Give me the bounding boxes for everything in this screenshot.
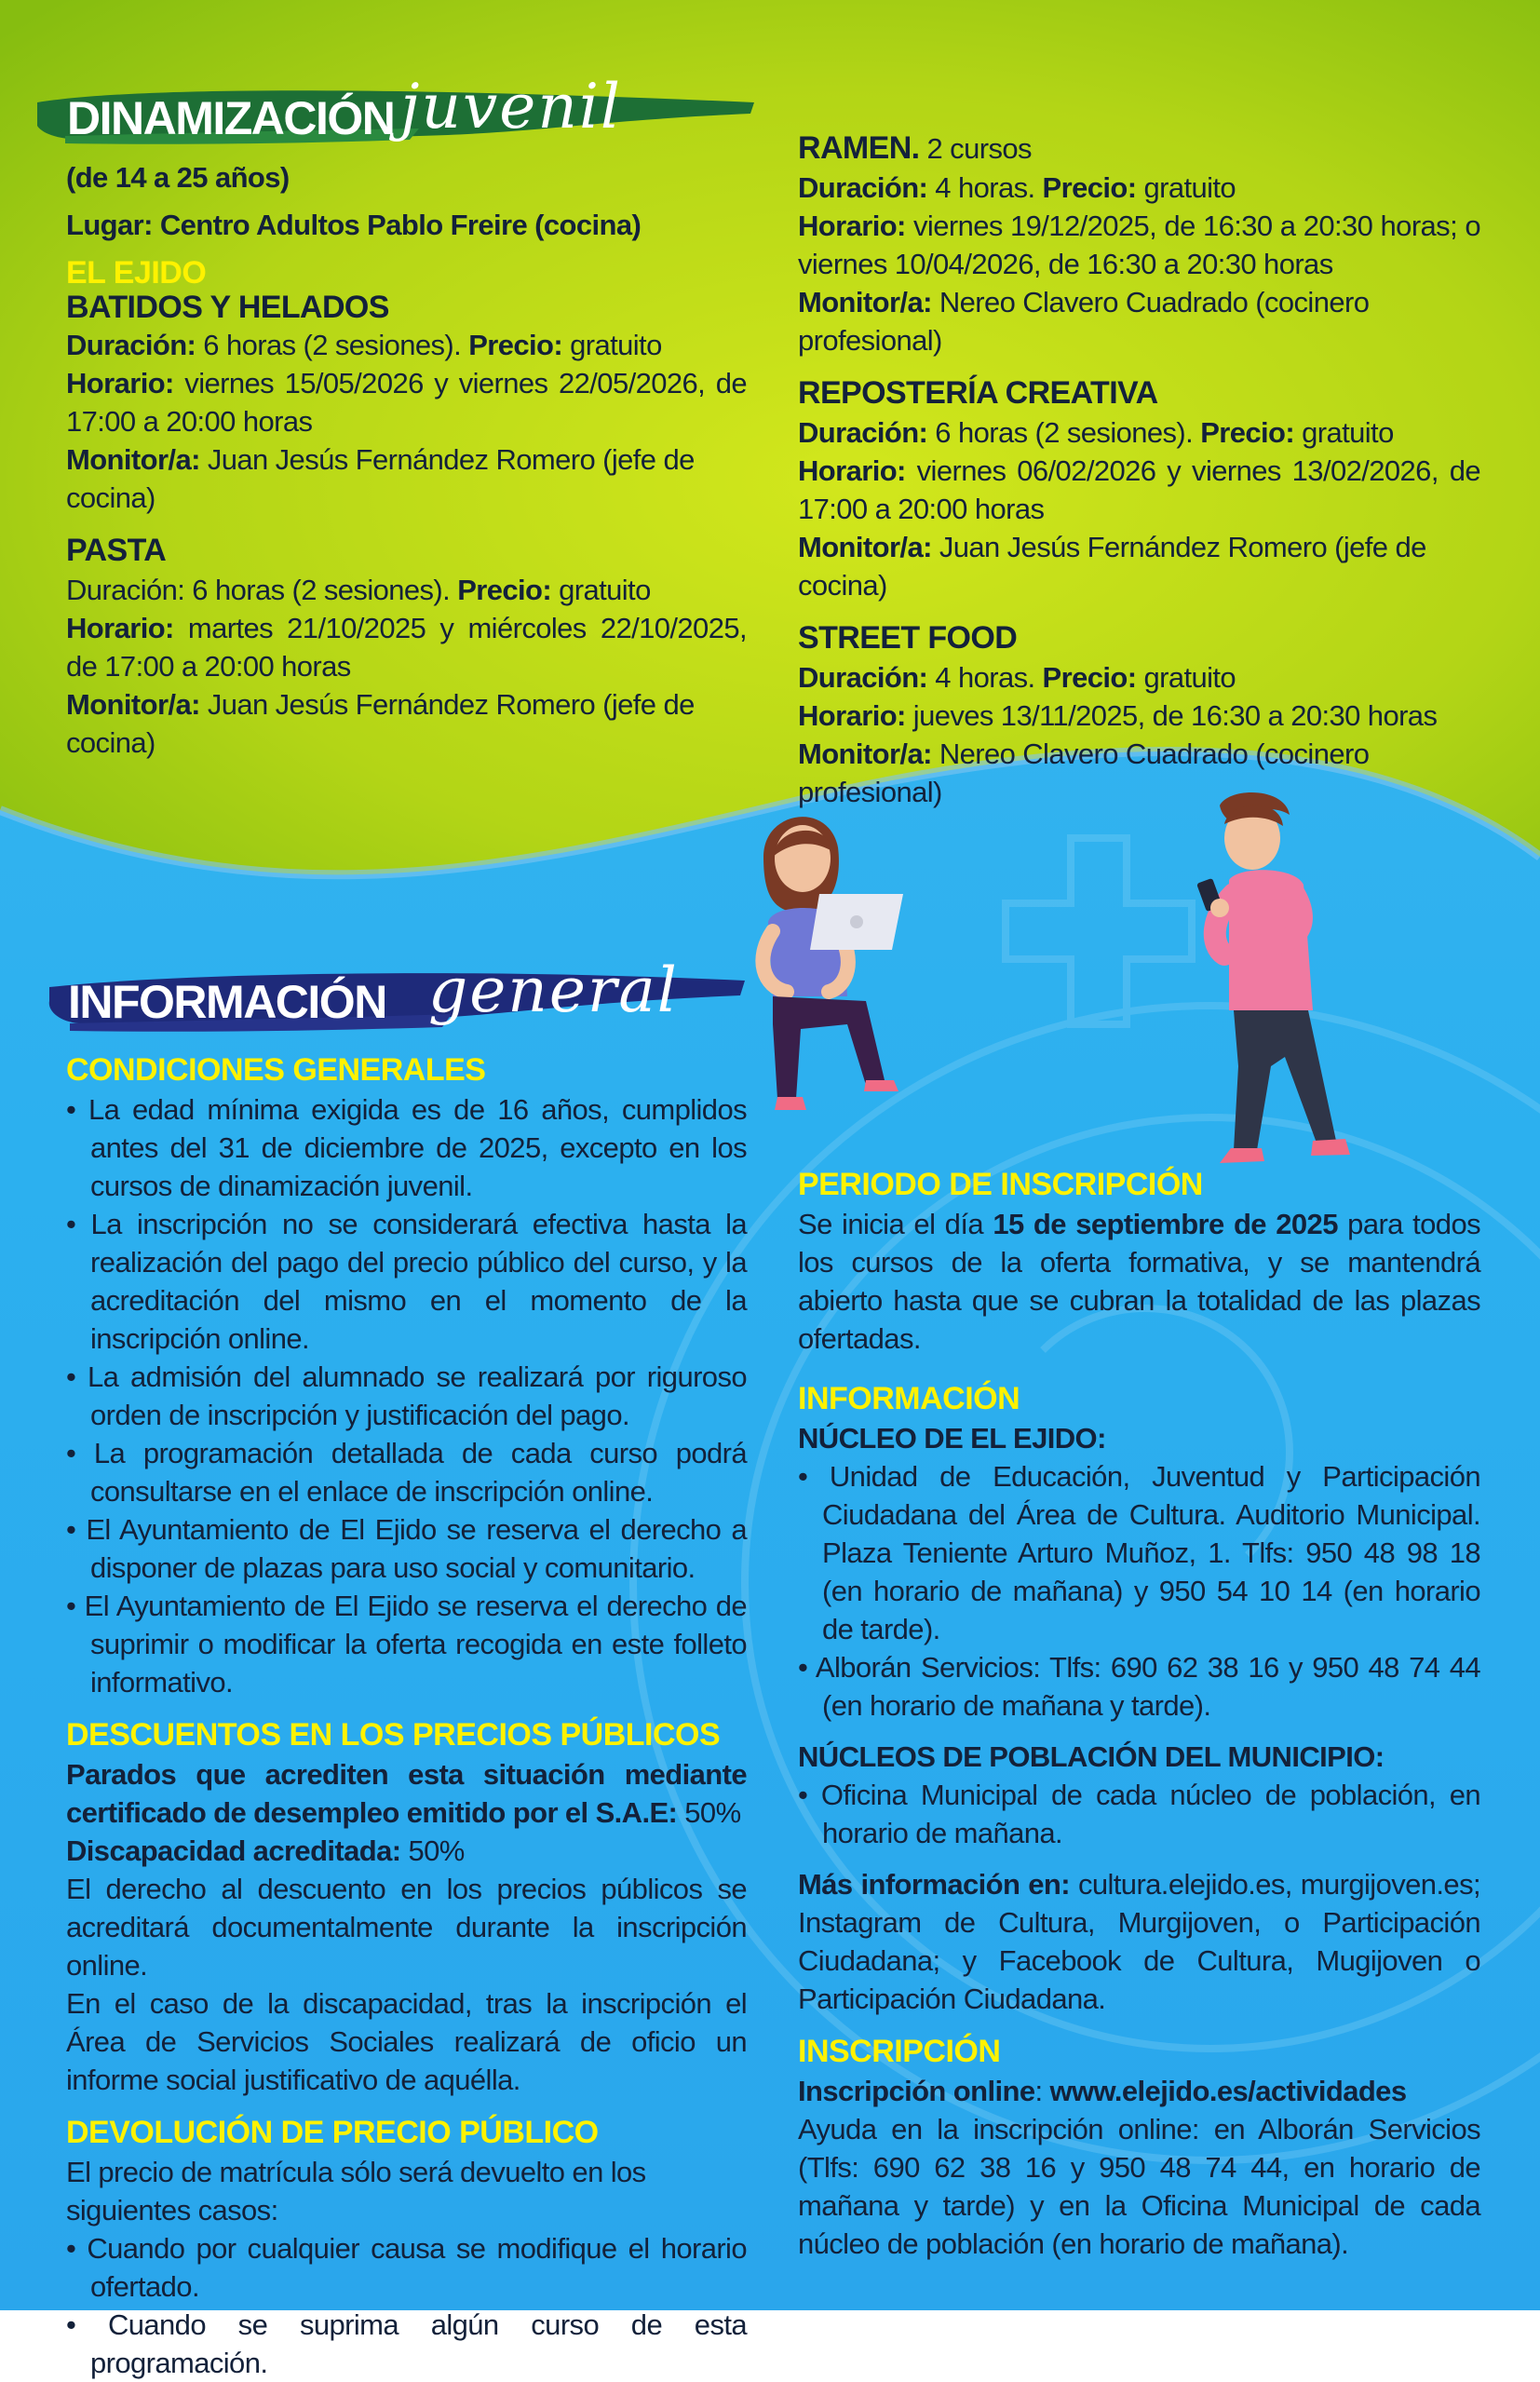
discount-note: En el caso de la discapacidad, tras la inscripción el Área de Servicios Sociales realizará de oficio un informe social justificativo de aquélla. (66, 1987, 747, 2096)
discounts-heading: DESCUENTOS EN LOS PRECIOS PÚBLICOS (66, 1717, 721, 1753)
contact-item: • Alborán Servicios: Tlfs: 690 62 38 16 y 950 48 74 44 (en horario de mañana y tarde). (798, 1651, 1480, 1722)
course-title: PASTA (66, 533, 167, 568)
course-title: REPOSTERÍA CREATIVA (798, 375, 1158, 411)
youth-left-column (66, 158, 747, 762)
conditions-heading: CONDICIONES GENERALES (66, 1052, 486, 1088)
condition-item: • La edad mínima exigida es de 16 años, cumplidos antes del 31 de diciembre de 2025, excepto en los cursos de dinamización juvenil. (66, 1093, 747, 1202)
course-monitor: Monitor/a: Juan Jesús Fernández Romero (jefe de cocina) (66, 443, 695, 514)
girl-laptop-illustration (745, 801, 950, 1136)
refund-heading: DEVOLUCIÓN DE PRECIO PÚBLICO (66, 2115, 599, 2150)
condition-item: • La admisión del alumnado se realizará por riguroso orden de inscripción y justificación del pago. (66, 1360, 747, 1431)
condition-item: • El Ayuntamiento de El Ejido se reserva el derecho a disponer de plazas para uso social y comunitario. (66, 1513, 747, 1584)
contact-item: • Unidad de Educación, Juventud y Participación Ciudadana del Área de Cultura. Auditorio Municipal. Plaza Teniente Arturo Muñoz, 1. Tlfs: 950 48 98 18 (en horario de mañana) y 950 54 10 14 (en horario de tarde). (798, 1460, 1480, 1645)
course-schedule: Horario: viernes 15/05/2026 y viernes 22/05/2026, de 17:00 a 20:00 horas (66, 367, 747, 438)
course-duration: Duración: 4 horas. Precio: gratuito (798, 171, 1236, 204)
info-title-script: general (428, 954, 679, 1026)
course-duration: Duración: 6 horas (2 sesiones). Precio: gratuito (798, 416, 1394, 449)
discount-note: El derecho al descuento en los precios públicos se acreditará documentalmente durante la inscripción online. (66, 1873, 747, 1982)
refund-item: • Cuando por cualquier causa se modifique el horario ofertado. (66, 2232, 747, 2303)
course-title: STREET FOOD (798, 620, 1018, 656)
course-duration: Duración: 6 horas (2 sesiones). Precio: gratuito (66, 329, 662, 361)
course-duration: Duración: 6 horas (2 sesiones). Precio: gratuito (66, 574, 651, 606)
course-schedule: Horario: martes 21/10/2025 y miércoles 22/10/2025, de 17:00 a 20:00 horas (66, 612, 747, 683)
period-heading: PERIODO DE INSCRIPCIÓN (798, 1167, 1203, 1202)
info-left-column (66, 1049, 747, 2382)
course-duration: Duración: 4 horas. Precio: gratuito (798, 661, 1236, 694)
discount-unemployed: Parados que acrediten esta situación mediante certificado de desempleo emitido por el S.A.E: 50% (66, 1758, 747, 1829)
registration-heading: INSCRIPCIÓN (798, 2034, 1001, 2069)
boy-phone-illustration (1182, 787, 1397, 1206)
condition-item: • La inscripción no se considerará efectiva hasta la realización del pago del precio público del curso, y la acreditación del mismo en el momento de la inscripción online. (66, 1208, 747, 1355)
registration-help: Ayuda en la inscripción online: en Alborán Servicios (Tlfs: 690 62 38 16 y 950 48 74 44, en horario de mañana y tarde) y en la Oficina Municipal de cada núcleo de población (en horario de mañana). (798, 2113, 1480, 2260)
course-monitor: Monitor/a: Juan Jesús Fernández Romero (jefe de cocina) (66, 688, 695, 759)
registration-link[interactable]: www.elejido.es/actividades (1049, 2075, 1407, 2107)
course-schedule: Horario: viernes 19/12/2025, de 16:30 a 20:30 horas; o viernes 10/04/2026, de 16:30 a 20:30 horas (798, 210, 1480, 280)
youth-title-script: juvenil (400, 71, 623, 142)
info-title-banner (42, 954, 750, 1048)
age-range: (de 14 a 25 años) (66, 161, 290, 194)
registration-online: Inscripción online: www.elejido.es/actividades (798, 2075, 1407, 2107)
youth-title-banner (28, 71, 763, 158)
information-heading: INFORMACIÓN (798, 1381, 1020, 1416)
period-text: Se inicia el día 15 de septiembre de 2025 para todos los cursos de la oferta formativa, y se mantendrá abierto hasta que se cubran la totalidad de las plazas ofertadas. (798, 1208, 1480, 1355)
course-schedule: Horario: jueves 13/11/2025, de 16:30 a 20:30 horas (798, 699, 1438, 732)
course-monitor: Monitor/a: Juan Jesús Fernández Romero (jefe de cocina) (798, 531, 1426, 602)
refund-item: • Cuando se suprima algún curso de esta programación. (66, 2308, 747, 2379)
discount-disability: Discapacidad acreditada: 50% (66, 1834, 465, 1867)
course-title: BATIDOS Y HELADOS (66, 290, 389, 325)
info-right-column (798, 1164, 1480, 2263)
course-monitor: Monitor/a: Nereo Clavero Cuadrado (cocinero profesional) (798, 286, 1370, 357)
condition-item: • La programación detallada de cada curso podrá consultarse en el enlace de inscripción online. (66, 1437, 747, 1508)
town-heading: EL EJIDO (66, 255, 207, 291)
towns-heading: NÚCLEOS DE POBLACIÓN DEL MUNICIPIO: (798, 1740, 1385, 1773)
contact-item: • Oficina Municipal de cada núcleo de población, en horario de mañana. (798, 1779, 1480, 1849)
course-monitor: Monitor/a: Nereo Clavero Cuadrado (cocinero profesional) (798, 738, 1370, 808)
youth-right-column (798, 128, 1480, 811)
course-schedule: Horario: viernes 06/02/2026 y viernes 13/02/2026, de 17:00 a 20:00 horas (798, 454, 1480, 525)
info-title-main: INFORMACIÓN (68, 976, 386, 1028)
course-location: Lugar: Centro Adultos Pablo Freire (cocina) (66, 209, 642, 241)
more-info: Más información en: cultura.elejido.es, murgijoven.es; Instagram de Cultura, Murgijoven, o Participación Ciudadana; y Facebook de Cultura, Mugijoven o Participación Ciudadana. (798, 1868, 1480, 2015)
refund-intro: El precio de matrícula sólo será devuelto en los siguientes casos: (66, 2156, 646, 2226)
condition-item: • El Ayuntamiento de El Ejido se reserva el derecho de suprimir o modificar la oferta recogida en este folleto informativo. (66, 1590, 747, 1699)
course-title: RAMEN. 2 cursos (798, 130, 1032, 166)
youth-title-main: DINAMIZACIÓN (67, 92, 395, 144)
nucleus-heading: NÚCLEO DE EL EJIDO: (798, 1422, 1106, 1455)
